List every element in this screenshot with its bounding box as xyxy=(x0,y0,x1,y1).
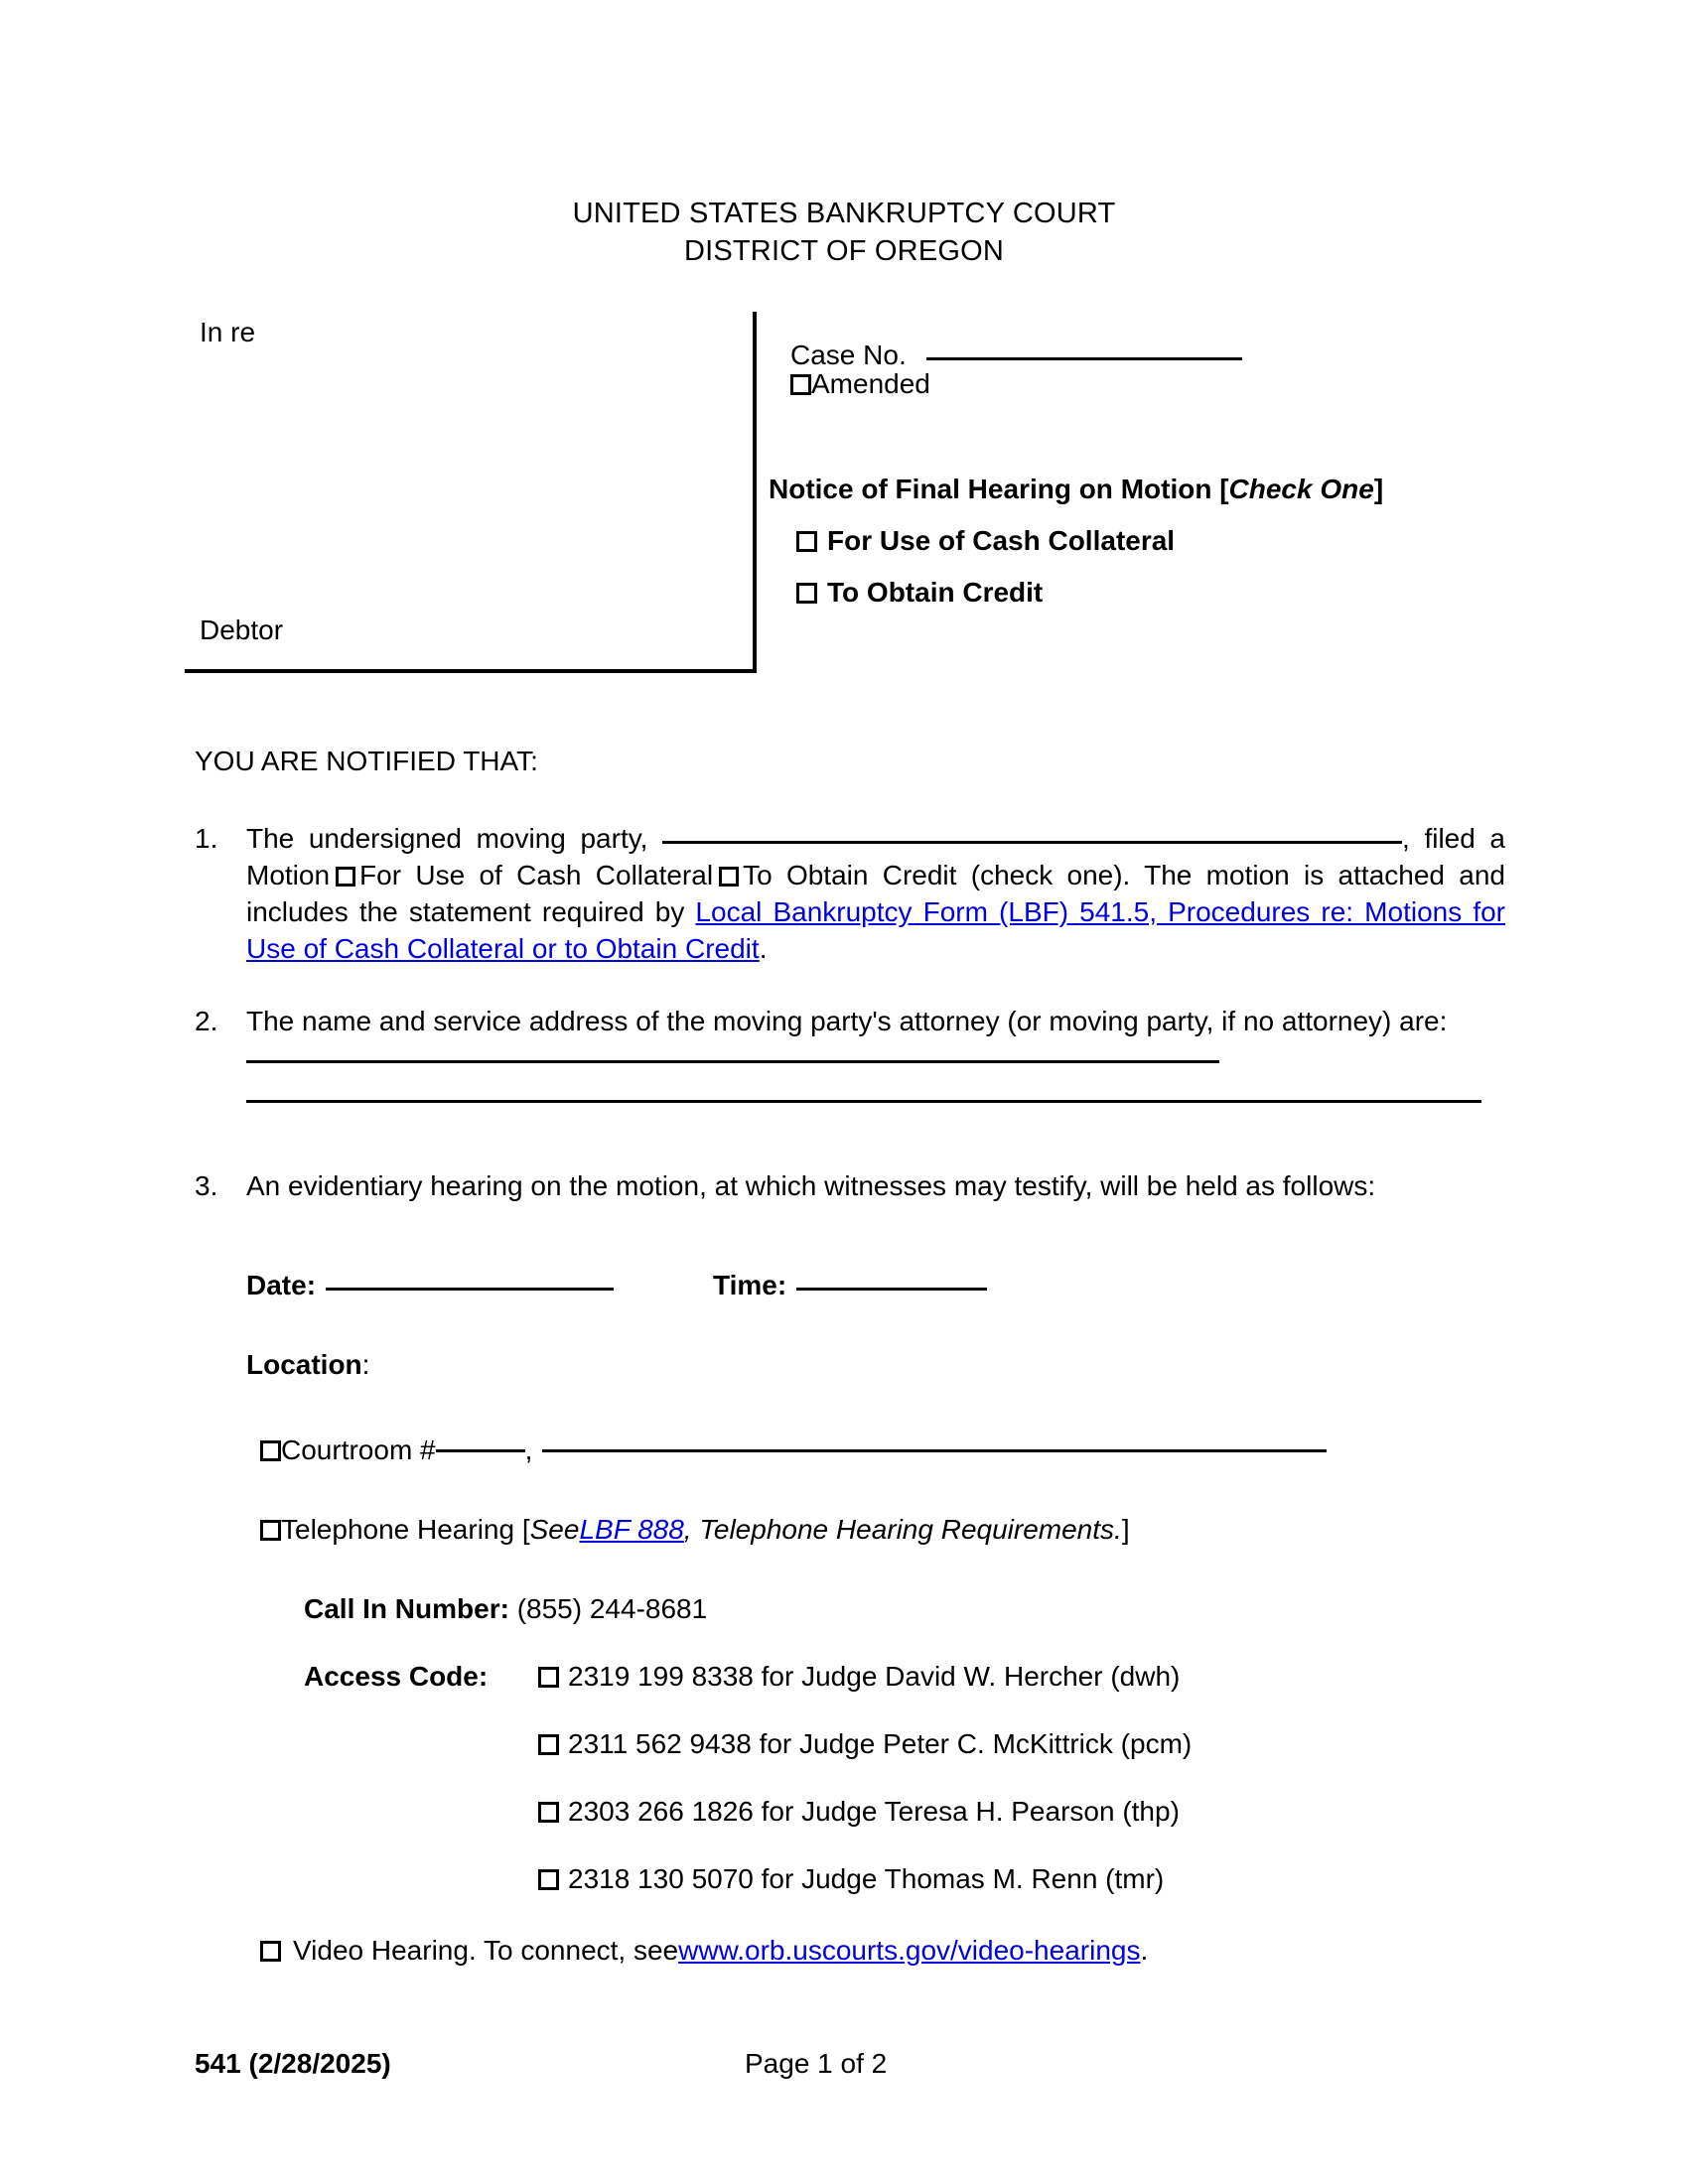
amended-checkbox-row[interactable] xyxy=(790,367,930,401)
video-hearing-period: . xyxy=(1140,1935,1149,1966)
access-code-checkbox-icon-dwh[interactable] xyxy=(538,1667,559,1688)
courtroom-label: Courtroom # xyxy=(281,1434,436,1465)
judge-name-pcm: for Judge Peter C. McKittrick (pcm) xyxy=(759,1728,1193,1759)
hearing-date-input-line[interactable] xyxy=(326,1288,614,1291)
notice-title xyxy=(769,473,1383,506)
access-code-checkbox-icon-tmr[interactable] xyxy=(538,1869,559,1890)
attorney-address-line-1[interactable] xyxy=(246,1060,1219,1063)
video-hearing-checkbox-icon[interactable] xyxy=(260,1941,281,1962)
time-label: Time: xyxy=(713,1270,787,1300)
notice-title-check-one: Check One xyxy=(1228,474,1374,504)
access-code-checkbox-icon-thp[interactable] xyxy=(538,1802,559,1823)
item-2-body xyxy=(246,1003,1505,1076)
in-re-label: In re xyxy=(200,317,256,347)
item-1-option-b-label: To Obtain Credit xyxy=(743,860,957,890)
video-hearings-link[interactable]: www.orb.uscourts.gov/video-hearings xyxy=(678,1935,1141,1966)
courtroom-number-input-line[interactable] xyxy=(436,1449,525,1452)
access-code-row-tmr[interactable] xyxy=(538,1862,1164,1896)
access-code-value-thp: 2303 266 1826 xyxy=(568,1796,754,1827)
case-number-input-line[interactable] xyxy=(926,357,1242,360)
notified-heading: YOU ARE NOTIFIED THAT: xyxy=(195,746,538,776)
courtroom-address-input-line[interactable] xyxy=(542,1449,1327,1452)
amended-checkbox-icon[interactable] xyxy=(790,374,811,395)
telephone-bracket-close: ] xyxy=(1121,1514,1130,1545)
form-number-footer: 541 (2/28/2025) xyxy=(195,2048,391,2079)
item-2-text: The name and service address of the moving party's attorney (or moving party, if no attorney) are: xyxy=(246,1006,1448,1036)
call-in-number-label: Call In Number: xyxy=(304,1593,509,1624)
item-1-number: 1. xyxy=(195,823,218,854)
lbf-541-5-link[interactable]: Local Bankruptcy Form (LBF) 541.5, Procedures re: Motions for Use of Cash Collateral or to Obtain Credit xyxy=(246,896,1505,964)
page-number-footer: Page 1 of 2 xyxy=(745,2048,888,2079)
cash-collateral-checkbox-icon[interactable] xyxy=(796,531,817,552)
access-code-row-pcm[interactable] xyxy=(538,1727,1192,1761)
lbf-888-link[interactable]: LBF 888 xyxy=(579,1514,684,1545)
item-3-text: An evidentiary hearing on the motion, at which witnesses may testify, will be held as follows: xyxy=(246,1170,1376,1201)
access-code-row-thp[interactable] xyxy=(538,1795,1180,1829)
location-label-text: Location xyxy=(246,1349,362,1380)
item-1-option-a-label: For Use of Cash Collateral xyxy=(359,860,714,890)
amended-label: Amended xyxy=(811,368,930,399)
access-code-row-dwh[interactable] xyxy=(538,1660,1180,1694)
judge-name-thp: for Judge Teresa H. Pearson (thp) xyxy=(761,1796,1180,1827)
case-number-label: Case No. xyxy=(790,340,907,370)
hearing-datetime-row xyxy=(246,1269,987,1302)
item-1-cash-collateral-checkbox-icon[interactable] xyxy=(336,867,355,887)
telephone-see-text: See xyxy=(529,1514,580,1545)
video-hearing-option-row[interactable] xyxy=(260,1934,1148,1968)
access-code-checkbox-icon-pcm[interactable] xyxy=(538,1734,559,1755)
numbered-item-2 xyxy=(195,1003,1505,1076)
item-3-body xyxy=(246,1167,1505,1204)
location-heading xyxy=(246,1348,369,1382)
access-code-value-pcm: 2311 562 9438 xyxy=(568,1728,752,1759)
item-1-text-part2: , filed a Motion xyxy=(246,823,1505,890)
courtroom-option-row[interactable] xyxy=(260,1433,1327,1467)
judge-name-tmr: for Judge Thomas M. Renn (tmr) xyxy=(761,1863,1165,1894)
caption-left-party-box xyxy=(185,304,753,671)
item-1-text-part3: (check one). The motion is attached and includes the statement required by xyxy=(246,860,1505,927)
court-name-line1: UNITED STATES BANKRUPTCY COURT xyxy=(572,198,1116,229)
attorney-address-line-2[interactable] xyxy=(246,1100,1481,1103)
call-in-number-value: (855) 244-8681 xyxy=(516,1593,708,1624)
notice-title-end: ] xyxy=(1373,474,1384,504)
court-header xyxy=(0,195,1688,270)
video-hearing-label: Video Hearing. To connect, see xyxy=(293,1935,679,1966)
item-1-text-part4: . xyxy=(759,933,768,964)
obtain-credit-checkbox-icon[interactable] xyxy=(796,583,817,604)
item-2-number: 2. xyxy=(195,1006,218,1036)
date-label: Date: xyxy=(246,1270,317,1300)
notice-option-cash-collateral[interactable] xyxy=(796,524,1175,558)
item-1-body xyxy=(246,820,1505,967)
item-1-obtain-credit-checkbox-icon[interactable] xyxy=(719,867,739,887)
telephone-hearing-label: Telephone Hearing [ xyxy=(281,1514,530,1545)
judge-name-dwh: for Judge David W. Hercher (dwh) xyxy=(761,1661,1181,1692)
item-3-number: 3. xyxy=(195,1170,218,1201)
caption-vertical-divider xyxy=(753,312,757,673)
item-1-text-part1: The undersigned moving party, xyxy=(246,823,663,854)
courtroom-comma: , xyxy=(524,1434,533,1465)
notice-title-main: Notice of Final Hearing on Motion [ xyxy=(769,474,1229,504)
court-name-line2: DISTRICT OF OREGON xyxy=(683,235,1005,267)
numbered-item-1 xyxy=(195,820,1505,967)
caption-bottom-divider xyxy=(185,669,757,673)
obtain-credit-label: To Obtain Credit xyxy=(827,577,1044,608)
moving-party-input-line[interactable] xyxy=(662,841,1402,844)
numbered-item-3 xyxy=(195,1167,1505,1204)
location-colon: : xyxy=(361,1349,370,1380)
telephone-hearing-option-row[interactable] xyxy=(260,1513,1130,1547)
cash-collateral-label: For Use of Cash Collateral xyxy=(827,525,1176,556)
hearing-time-input-line[interactable] xyxy=(796,1288,987,1291)
notice-option-obtain-credit[interactable] xyxy=(796,576,1043,610)
case-caption-block xyxy=(185,304,1505,681)
call-in-number-row xyxy=(304,1592,707,1626)
telephone-requirements-text: , Telephone Hearing Requirements. xyxy=(683,1514,1122,1545)
courtroom-checkbox-icon[interactable] xyxy=(260,1440,281,1461)
access-code-value-tmr: 2318 130 5070 xyxy=(568,1863,754,1894)
debtor-label: Debtor xyxy=(200,614,284,645)
access-code-label: Access Code: xyxy=(304,1661,489,1692)
access-code-value-dwh: 2319 199 8338 xyxy=(568,1661,754,1692)
telephone-hearing-checkbox-icon[interactable] xyxy=(260,1520,281,1541)
